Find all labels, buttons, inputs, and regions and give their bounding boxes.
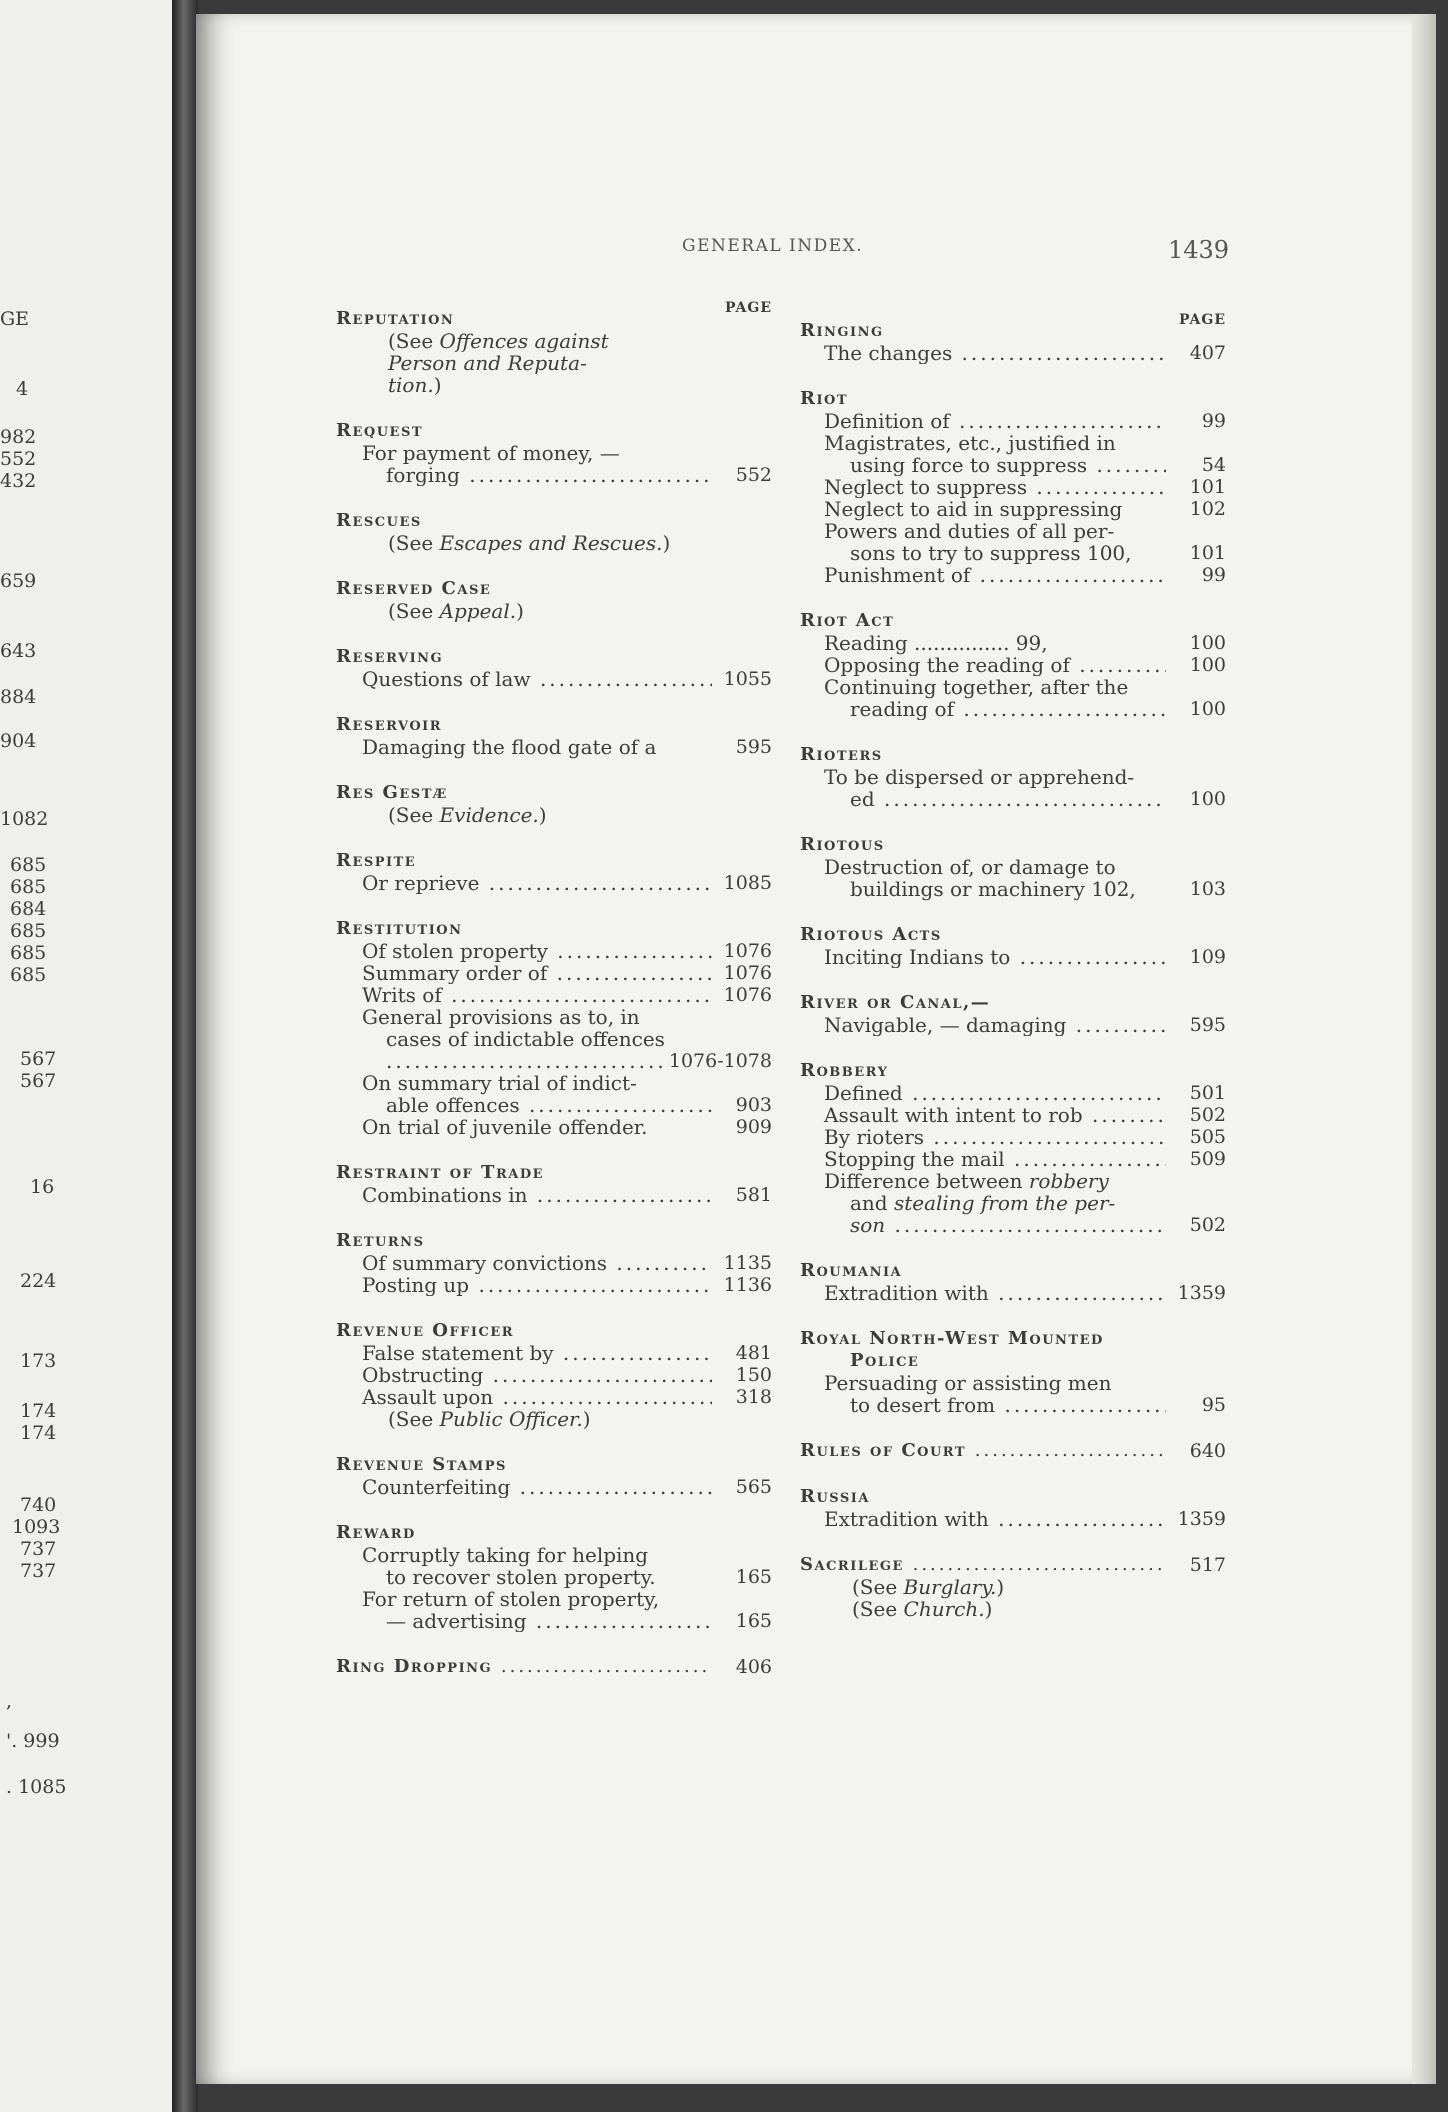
sub-entry: Neglect to aid in suppressing 102 <box>824 497 1226 521</box>
facing-page-fragment: 552 <box>0 448 37 470</box>
index-entry <box>800 388 1226 586</box>
page-ref: 54 <box>1201 454 1226 476</box>
facing-page-fragment: 174 <box>20 1400 57 1422</box>
facing-page-fragment: 685 <box>10 876 47 898</box>
index-entry <box>336 1230 772 1296</box>
page-ref: 505 <box>1189 1126 1226 1148</box>
page-ref: 581 <box>735 1184 772 1206</box>
page-edge <box>1412 14 1436 2084</box>
sub-entry: Defined ..... 501 <box>800 1082 1226 1104</box>
see-reference: Person and Reputa- <box>388 351 587 375</box>
page-ref: 100 <box>1189 632 1226 654</box>
page-ref <box>1166 992 1226 1014</box>
entry-heading: Riot Act <box>800 610 1226 632</box>
page-ref <box>1166 1260 1226 1282</box>
page-ref <box>712 782 772 804</box>
sub-entry: Corruptly taking for helping <box>336 1544 772 1566</box>
page-ref: 102 <box>1189 498 1226 520</box>
facing-page-fragment: 567 <box>20 1048 57 1070</box>
sub-entry: Obstructing ..... 150 <box>336 1364 772 1386</box>
index-entry <box>800 924 1226 968</box>
index-entry <box>336 850 772 894</box>
page-ref: 552 <box>735 464 772 486</box>
see-reference: tion.) <box>388 373 442 397</box>
page-ref: 1359 <box>1177 1508 1226 1530</box>
sub-entry: Combinations in ..... 581 <box>336 1184 772 1206</box>
entry-heading: Sacrilege ..... 517 <box>800 1554 1226 1576</box>
page-ref: 101 <box>1189 476 1226 498</box>
page-ref: 101 <box>1189 542 1226 564</box>
sub-entry: On summary trial of indict- <box>336 1072 772 1094</box>
sub-entry: For return of stolen property, <box>336 1588 772 1610</box>
index-entry <box>800 320 1226 364</box>
page-ref <box>1166 432 1226 454</box>
page-ref: 1135 <box>723 1252 772 1274</box>
page-ref: 406 <box>735 1656 772 1678</box>
index-entry <box>336 1454 772 1498</box>
index-entry <box>336 918 772 1138</box>
index-entry <box>800 744 1226 810</box>
facing-page-fragment: 4 <box>16 378 29 400</box>
entry-heading: Robbery <box>800 1060 1226 1082</box>
entry-heading: Riotous <box>800 834 1226 856</box>
page-ref <box>712 1006 772 1028</box>
facing-page-fragment: 16 <box>30 1176 55 1198</box>
see-reference: (See Public Officer.) <box>388 1407 591 1431</box>
index-entry <box>336 1320 772 1430</box>
page-ref: 640 <box>1189 1440 1226 1462</box>
page-ref: 109 <box>1189 946 1226 968</box>
page-ref: 595 <box>1189 1014 1226 1036</box>
facing-page-fragment: 432 <box>0 470 37 492</box>
sub-entry: For payment of money, — <box>336 442 772 464</box>
index-entry <box>336 1522 772 1632</box>
sub-entry: buildings or machinery 102, 103 <box>850 877 1226 901</box>
sub-entry: — advertising ..... 165 <box>336 1610 772 1632</box>
see-reference: (See Appeal.) <box>388 599 524 623</box>
facing-page-fragment: 737 <box>20 1538 57 1560</box>
facing-page-fragment: GE <box>0 308 30 330</box>
page-ref <box>1166 834 1226 856</box>
sub-entry: Questions of law ..... 1055 <box>336 668 772 690</box>
index-entry <box>800 610 1226 720</box>
index-entry <box>336 646 772 690</box>
sub-entry: to desert from ..... 95 <box>800 1394 1226 1416</box>
sub-entry: Neglect to suppress ..... 101 <box>800 476 1226 498</box>
page-ref <box>712 1320 772 1342</box>
sub-entry: Powers and duties of all per- <box>800 520 1226 542</box>
entry-heading: Ring Dropping ..... 406 <box>336 1656 772 1678</box>
page-ref: 1076 <box>723 984 772 1006</box>
page-ref <box>1166 520 1226 542</box>
page-ref: 103 <box>1189 878 1226 900</box>
page-ref <box>712 1230 772 1252</box>
sub-entry: Of summary convictions ..... 1135 <box>336 1252 772 1274</box>
page-ref: 517 <box>1189 1554 1226 1576</box>
index-entry <box>800 1440 1226 1462</box>
entry-heading: Reserved Case <box>336 578 772 600</box>
entry-heading: Royal North-West Mounted <box>800 1328 1226 1350</box>
page-ref <box>1166 766 1226 788</box>
sub-entry: Counterfeiting ..... 565 <box>336 1476 772 1498</box>
facing-page-fragment: 685 <box>10 854 47 876</box>
index-entry <box>336 420 772 486</box>
sub-entry: reading of ..... 100 <box>800 698 1226 720</box>
sub-entry: Extradition with ..... 1359 <box>800 1282 1226 1304</box>
entries-left <box>336 308 772 1678</box>
entry-heading: Revenue Stamps <box>336 1454 772 1476</box>
page-ref <box>712 1454 772 1476</box>
sub-entry: Extradition with ..... 1359 <box>800 1508 1226 1530</box>
index-entry <box>336 578 772 622</box>
facing-page-fragment: 643 <box>0 640 37 662</box>
facing-page-fragment: 659 <box>0 570 37 592</box>
facing-page-fragment: 1082 <box>0 808 49 830</box>
entry-heading: Returns <box>336 1230 772 1252</box>
index-column-left <box>336 300 772 1702</box>
sub-entry: Summary order of ..... 1076 <box>336 962 772 984</box>
sub-entry: Writs of ..... 1076 <box>336 984 772 1006</box>
page-ref: 903 <box>735 1094 772 1116</box>
page-ref <box>712 1544 772 1566</box>
facing-page-fragment: '. 999 <box>6 1730 60 1752</box>
page-ref: 407 <box>1189 342 1226 364</box>
facing-page-fragment: 685 <box>10 920 47 942</box>
sub-entry: Assault with intent to rob ..... 502 <box>800 1104 1226 1126</box>
index-column-right <box>800 312 1226 1644</box>
page-ref <box>1166 744 1226 766</box>
page-ref: 99 <box>1201 410 1226 432</box>
sub-entry: Continuing together, after the <box>800 676 1226 698</box>
page-ref <box>1166 1060 1226 1082</box>
sub-entry: Inciting Indians to ..... 109 <box>800 946 1226 968</box>
see-reference: (See Offences against <box>388 329 609 353</box>
see-reference: (See Evidence.) <box>388 803 547 827</box>
sub-entry: Punishment of ..... 99 <box>800 564 1226 586</box>
sub-entry: Navigable, — damaging ..... 595 <box>800 1014 1226 1036</box>
facing-page <box>0 0 172 2112</box>
page-ref <box>1166 1170 1226 1192</box>
page-ref <box>712 1028 772 1050</box>
page-ref <box>1166 1192 1226 1214</box>
sub-entry: Magistrates, etc., justified in <box>800 432 1226 454</box>
page-ref: 909 <box>735 1116 772 1138</box>
page-ref <box>712 442 772 464</box>
entry-heading: Reputation <box>336 308 772 330</box>
sub-entry: cases of indictable offences <box>336 1028 772 1050</box>
entry-heading: River or Canal,— <box>800 992 1226 1014</box>
page-ref: 502 <box>1189 1104 1226 1126</box>
page-ref <box>1166 924 1226 946</box>
facing-page-fragment: 737 <box>20 1560 57 1582</box>
sub-entry: sons to try to suppress 100, 101 <box>850 541 1226 565</box>
page-ref <box>712 714 772 736</box>
page-ref <box>1166 388 1226 410</box>
entry-heading: Reservoir <box>336 714 772 736</box>
index-entry <box>800 1260 1226 1304</box>
running-head: GENERAL INDEX. <box>682 236 864 256</box>
see-reference: (See Escapes and Rescues.) <box>388 531 671 555</box>
page-ref <box>712 850 772 872</box>
page-ref: 165 <box>735 1566 772 1588</box>
sub-entry: By rioters ..... 505 <box>800 1126 1226 1148</box>
index-entry <box>336 510 772 554</box>
page-ref <box>712 420 772 442</box>
page-ref <box>1166 320 1226 342</box>
page-ref <box>712 646 772 668</box>
sub-entry: General provisions as to, in <box>336 1006 772 1028</box>
see-reference: (See Burglary.) <box>852 1575 1005 1599</box>
see-reference: (See Church.) <box>852 1597 993 1621</box>
sub-entry: Opposing the reading of ..... 100 <box>800 654 1226 676</box>
page-column-label: PAGE <box>1179 312 1226 328</box>
sub-entry: Difference between robbery <box>800 1170 1226 1192</box>
entry-heading: Riot <box>800 388 1226 410</box>
index-entry <box>800 834 1226 900</box>
entry-heading: Rioters <box>800 744 1226 766</box>
facing-page-fragment: 173 <box>20 1350 57 1372</box>
page-ref: 481 <box>735 1342 772 1364</box>
book-spine <box>172 0 198 2112</box>
page-ref <box>1166 856 1226 878</box>
sub-entry: Definition of ..... 99 <box>800 410 1226 432</box>
sub-entry: to recover stolen property. 165 <box>386 1565 772 1589</box>
facing-page-fragment: , <box>6 1690 13 1712</box>
entry-heading: Respite <box>336 850 772 872</box>
sub-entry: Damaging the flood gate of a 595 <box>362 735 772 759</box>
page-ref: 509 <box>1189 1148 1226 1170</box>
sub-entry: False statement by ..... 481 <box>336 1342 772 1364</box>
sub-entry: and stealing from the per- <box>800 1192 1226 1214</box>
index-entry <box>336 782 772 826</box>
sub-entry: Persuading or assisting men <box>800 1372 1226 1394</box>
page-number: 1439 <box>1168 236 1230 264</box>
facing-page-fragment: 684 <box>10 898 47 920</box>
page-ref <box>1166 1328 1226 1350</box>
sub-entry: To be dispersed or apprehend- <box>800 766 1226 788</box>
sub-entry: Assault upon ..... 318 <box>336 1386 772 1408</box>
sub-entry: Or reprieve ..... 1085 <box>336 872 772 894</box>
sub-entry: able offences ..... 903 <box>336 1094 772 1116</box>
page-ref: 165 <box>735 1610 772 1632</box>
page-ref <box>712 1162 772 1184</box>
entry-heading: Ringing <box>800 320 1226 342</box>
entry-heading: Restraint of Trade <box>336 1162 772 1184</box>
entry-heading: Revenue Officer <box>336 1320 772 1342</box>
page-ref: 595 <box>735 736 772 758</box>
page-ref <box>712 1522 772 1544</box>
page-ref <box>712 1588 772 1610</box>
sub-entry: Stopping the mail ..... 509 <box>800 1148 1226 1170</box>
facing-page-fragment: 224 <box>20 1270 57 1292</box>
sub-entry: Destruction of, or damage to <box>800 856 1226 878</box>
page-ref: 100 <box>1189 654 1226 676</box>
page-ref: 100 <box>1189 788 1226 810</box>
facing-page-fragment: . 1085 <box>6 1776 67 1798</box>
entry-heading: Russia <box>800 1486 1226 1508</box>
page-ref: 318 <box>735 1386 772 1408</box>
page-ref <box>712 918 772 940</box>
page-ref: 565 <box>735 1476 772 1498</box>
index-entry <box>800 1554 1226 1620</box>
sub-entry: Reading ............... 99, 100 <box>824 631 1226 655</box>
facing-page-fragment: 567 <box>20 1070 57 1092</box>
page-ref: 1076 <box>723 962 772 984</box>
page-ref <box>1166 676 1226 698</box>
sub-entry: using force to suppress ..... 54 <box>800 454 1226 476</box>
page-ref: 95 <box>1201 1394 1226 1416</box>
page-ref: 100 <box>1189 698 1226 720</box>
entry-heading-continued: Police <box>850 1350 920 1371</box>
sub-entry: The changes ..... 407 <box>800 342 1226 364</box>
index-entry <box>336 308 772 396</box>
index-entry <box>800 1328 1226 1416</box>
page-ref: 1136 <box>723 1274 772 1296</box>
page-ref <box>712 510 772 532</box>
sub-entry: ed ..... 100 <box>800 788 1226 810</box>
sub-entry: Of stolen property ..... 1076 <box>336 940 772 962</box>
index-entry <box>336 714 772 758</box>
entries-right <box>800 320 1226 1620</box>
page-ref: 1076-1078 <box>668 1050 772 1072</box>
page-ref: 502 <box>1189 1214 1226 1236</box>
entry-heading: Res Gestæ <box>336 782 772 804</box>
entry-heading: Roumania <box>800 1260 1226 1282</box>
page-ref <box>1166 1486 1226 1508</box>
sub-entry <box>336 1050 772 1072</box>
index-entry <box>336 1656 772 1678</box>
entry-heading: Reserving <box>336 646 772 668</box>
page-ref: 1055 <box>723 668 772 690</box>
page-ref <box>1166 610 1226 632</box>
entry-heading: Reward <box>336 1522 772 1544</box>
entry-heading: Rescues <box>336 510 772 532</box>
entry-heading: Rules of Court ..... 640 <box>800 1440 1226 1462</box>
page-ref <box>712 308 772 330</box>
facing-page-fragment: 884 <box>0 686 37 708</box>
page-column-label: PAGE <box>725 300 772 316</box>
sub-entry: son ..... 502 <box>800 1214 1226 1236</box>
page-ref <box>1166 1372 1226 1394</box>
sub-entry: On trial of juvenile offender. 909 <box>362 1115 772 1139</box>
facing-page-fragment: 982 <box>0 426 37 448</box>
facing-page-fragment: 174 <box>20 1422 57 1444</box>
facing-page-fragment: 685 <box>10 942 47 964</box>
page-ref: 1359 <box>1177 1282 1226 1304</box>
facing-page-fragment: 904 <box>0 730 37 752</box>
facing-page-fragment: 740 <box>20 1494 57 1516</box>
page-ref <box>712 578 772 600</box>
sub-entry: forging ..... 552 <box>336 464 772 486</box>
facing-page-fragment: 1093 <box>12 1516 61 1538</box>
page-ref: 150 <box>735 1364 772 1386</box>
entry-heading: Request <box>336 420 772 442</box>
page-ref: 1076 <box>723 940 772 962</box>
page-ref: 1085 <box>723 872 772 894</box>
index-entry <box>800 992 1226 1036</box>
index-entry <box>800 1060 1226 1236</box>
page-ref <box>712 1072 772 1094</box>
index-entry <box>336 1162 772 1206</box>
index-entry <box>800 1486 1226 1530</box>
page-ref: 99 <box>1201 564 1226 586</box>
entry-heading: Restitution <box>336 918 772 940</box>
page-ref: 501 <box>1189 1082 1226 1104</box>
facing-page-fragment: 685 <box>10 964 47 986</box>
entry-heading: Riotous Acts <box>800 924 1226 946</box>
sub-entry: Posting up ..... 1136 <box>336 1274 772 1296</box>
